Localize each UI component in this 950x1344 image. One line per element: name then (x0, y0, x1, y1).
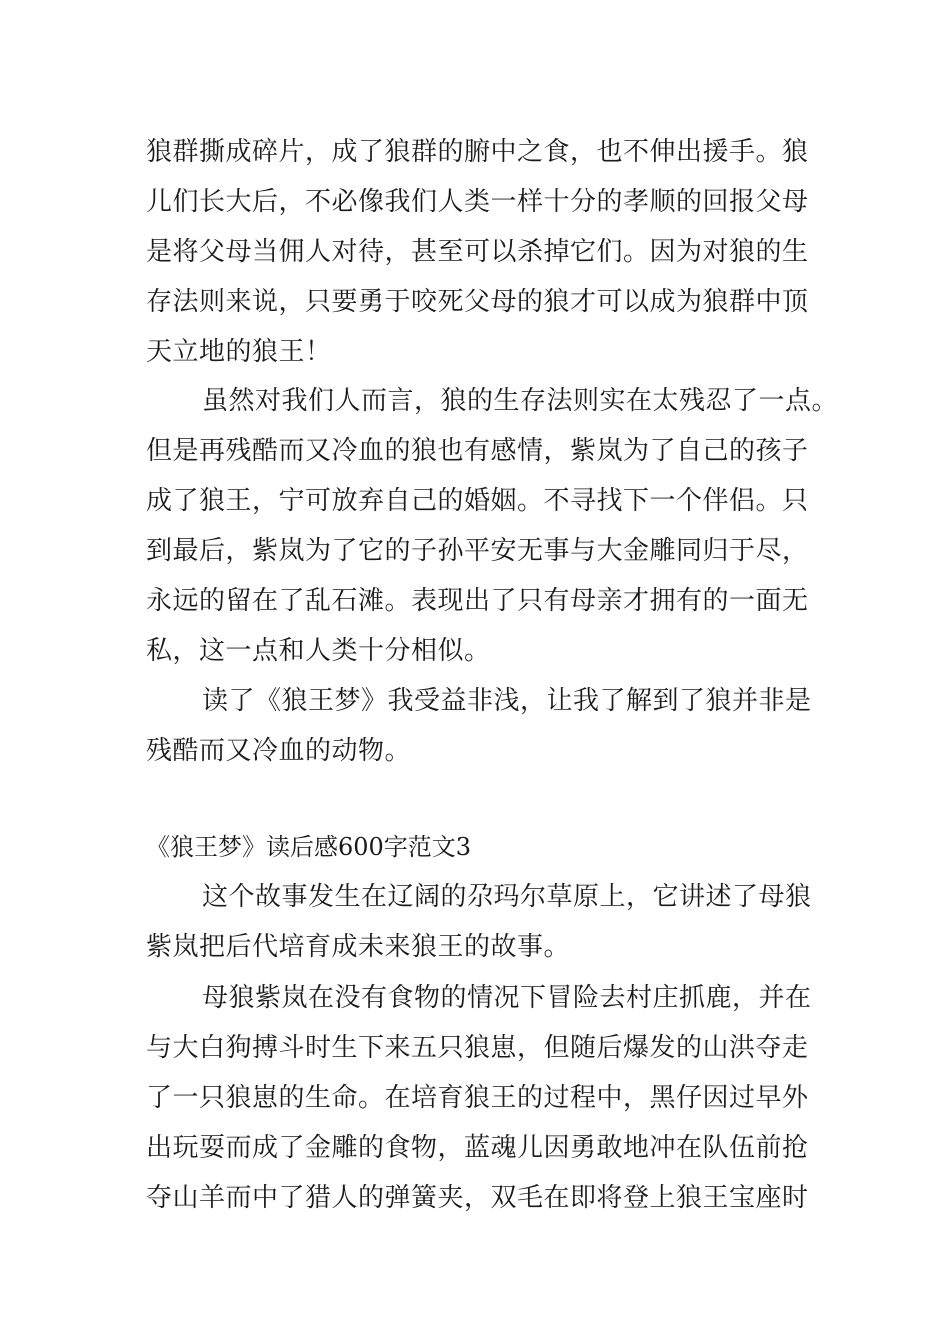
paragraph-line: 天立地的狼王！ (146, 337, 332, 367)
paragraph-line: 这个故事发生在辽阔的尕玛尔草原上，它讲述了母狼 (202, 882, 812, 912)
section-heading: 《狼王梦》读后感600字范文3 (146, 833, 472, 861)
paragraph-line: 狼群撕成碎片，成了狼群的腑中之食，也不伸出援手。狼 (146, 137, 809, 167)
paragraph-line: 儿们长大后，不必像我们人类一样十分的孝顺的回报父母 (146, 187, 809, 217)
paragraph-line: 存法则来说，只要勇于咬死父母的狼才可以成为狼群中顶 (146, 287, 809, 317)
paragraph-line: 读了《狼王梦》我受益非浅，让我了解到了狼并非是 (202, 686, 812, 716)
paragraph-line: 虽然对我们人而言，狼的生存法则实在太残忍了一点。 (202, 386, 839, 416)
paragraph-line: 了一只狼崽的生命。在培育狼王的过程中，黑仔因过早外 (146, 1083, 809, 1113)
paragraph-line: 紫岚把后代培育成未来狼王的故事。 (146, 932, 571, 962)
paragraph-line: 但是再残酷而又冷血的狼也有感情，紫岚为了自己的孩子 (146, 436, 809, 466)
paragraph-line: 私，这一点和人类十分相似。 (146, 636, 491, 666)
paragraph-line: 母狼紫岚在没有食物的情况下冒险去村庄抓鹿，并在 (202, 983, 812, 1013)
paragraph-line: 永远的留在了乱石滩。表现出了只有母亲才拥有的一面无 (146, 586, 809, 616)
paragraph-line: 成了狼王，宁可放弃自己的婚姻。不寻找下一个伴侣。只 (146, 486, 809, 516)
paragraph-line: 残酷而又冷血的动物。 (146, 736, 412, 766)
paragraph-line: 到最后，紫岚为了它的子孙平安无事与大金雕同归于尽， (146, 536, 809, 566)
paragraph-line: 出玩耍而成了金雕的食物，蓝魂儿因勇敢地冲在队伍前抢 (146, 1133, 809, 1163)
paragraph-line: 夺山羊而中了猎人的弹簧夹，双毛在即将登上狼王宝座时 (146, 1183, 809, 1213)
paragraph-line: 是将父母当佣人对待，甚至可以杀掉它们。因为对狼的生 (146, 237, 809, 267)
paragraph-line: 与大白狗搏斗时生下来五只狼崽，但随后爆发的山洪夺走 (146, 1033, 809, 1063)
